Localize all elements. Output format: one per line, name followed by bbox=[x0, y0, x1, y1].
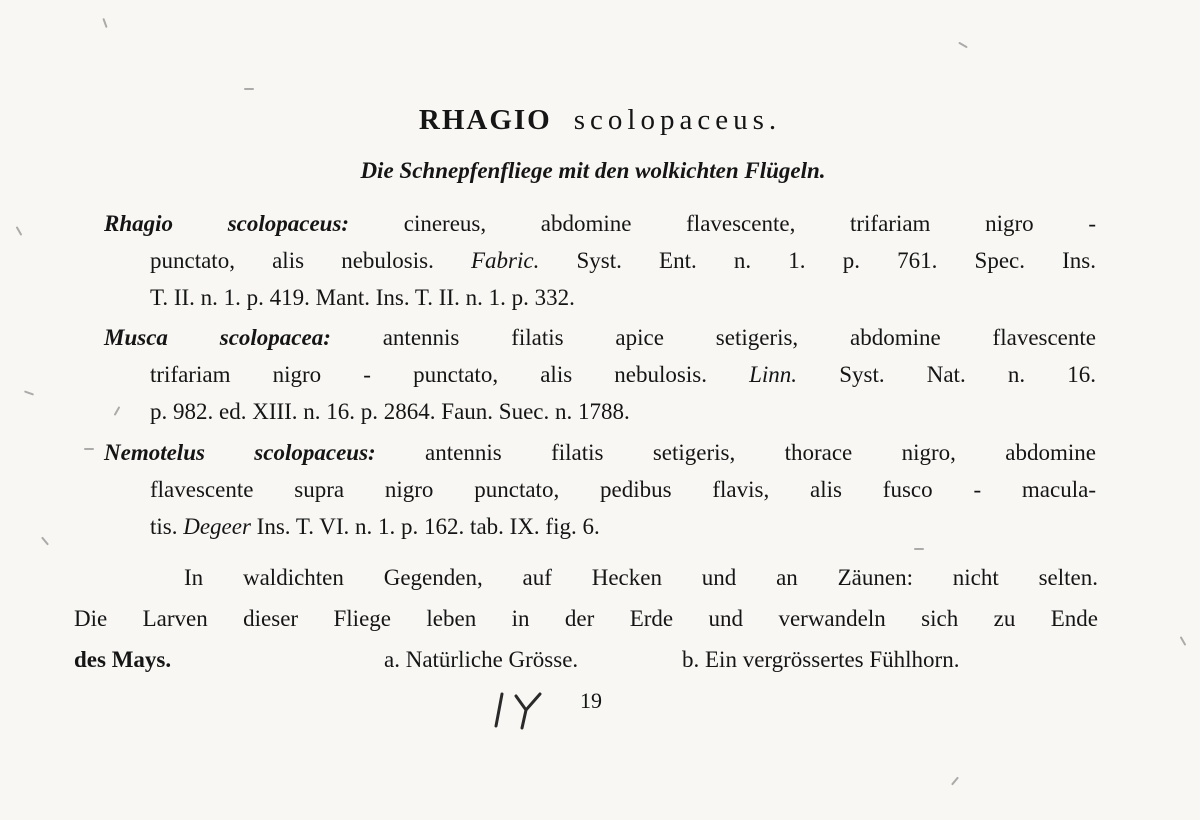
paper-speck bbox=[16, 226, 23, 236]
synonym-line bbox=[104, 356, 1096, 393]
synonym-name: Musca scolopacea: bbox=[104, 325, 331, 350]
synonym-text: Syst. Nat. n. 16. bbox=[797, 362, 1096, 387]
synonym-text: T. II. n. 1. p. 419. Mant. Ins. T. II. n. 1. p. 332. bbox=[150, 285, 575, 310]
synonym-line bbox=[104, 434, 1096, 471]
synonym-text: p. 982. ed. XIII. n. 16. p. 2864. Faun. Suec. n. 1788. bbox=[150, 399, 630, 424]
handwritten-mark-icon bbox=[492, 690, 554, 730]
synonym-text: cinereus, abdomine flavescente, trifariam nigro - bbox=[349, 211, 1096, 236]
synonym-line bbox=[104, 279, 1096, 316]
synonym-text: antennis filatis apice setigeris, abdomine flavescente bbox=[330, 325, 1096, 350]
synonym-name: Nemotelus scolopaceus: bbox=[104, 440, 376, 465]
paper-speck bbox=[84, 448, 94, 450]
synonym-text: tis. bbox=[150, 514, 184, 539]
figure-caption-b: b. Ein vergrössertes Fühlhorn. bbox=[682, 647, 960, 672]
synonym-text: Ins. T. VI. n. 1. p. 162. tab. IX. fig. 6. bbox=[250, 514, 600, 539]
title-species: scolopaceus. bbox=[573, 104, 782, 136]
paper-speck bbox=[958, 42, 968, 49]
figure-caption-a: a. Natürliche Grösse. bbox=[384, 647, 579, 672]
synonym-reference-author: Fabric. bbox=[471, 248, 540, 273]
page-subtitle: Die Schnepfenfliege mit den wolkichten Flügeln. bbox=[360, 158, 826, 183]
paragraph-line: In waldichten Gegenden, auf Hecken und an Zäunen: nicht selten. bbox=[184, 565, 1098, 590]
paper-speck bbox=[951, 777, 959, 786]
synonym-entry-nemotelus bbox=[104, 434, 1096, 545]
synonym-text: antennis filatis setigeris, thorace nigro, abdomine bbox=[375, 440, 1096, 465]
paragraph-text: des Mays. bbox=[74, 647, 172, 672]
paper-speck bbox=[244, 88, 254, 90]
paragraph-line bbox=[74, 639, 1098, 680]
synonym-entry-musca bbox=[104, 319, 1096, 430]
synonym-entry-rhagio bbox=[104, 205, 1096, 316]
paper-speck bbox=[41, 537, 49, 546]
synonym-text: trifariam nigro - punctato, alis nebulosis. bbox=[150, 362, 750, 387]
paper-speck bbox=[914, 548, 924, 550]
paper-speck bbox=[24, 390, 34, 395]
synonym-text: punctato, alis nebulosis. bbox=[150, 248, 471, 273]
synonym-line bbox=[104, 508, 1096, 545]
synonym-line bbox=[104, 205, 1096, 242]
synonym-line bbox=[104, 471, 1096, 508]
page-number: 19 bbox=[580, 688, 602, 713]
synonym-line bbox=[104, 319, 1096, 356]
synonym-text: flavescente supra nigro punctato, pedibus flavis, alis fusco - macula- bbox=[150, 477, 1096, 502]
synonym-reference-author: Degeer bbox=[183, 514, 251, 539]
paper-speck bbox=[1180, 636, 1187, 646]
title-genus: RHAGIO bbox=[418, 104, 552, 136]
synonym-reference-author: Linn. bbox=[749, 362, 798, 387]
paper-speck bbox=[102, 18, 107, 28]
synonym-text: Syst. Ent. n. 1. p. 761. Spec. Ins. bbox=[539, 248, 1096, 273]
habitat-paragraph bbox=[74, 557, 1098, 680]
synonym-line bbox=[104, 242, 1096, 279]
synonym-line bbox=[104, 393, 1096, 430]
page-title bbox=[0, 104, 1200, 137]
synonym-name: Rhagio scolopaceus: bbox=[104, 211, 350, 236]
paragraph-line: Die Larven dieser Fliege leben in der Erde und verwandeln sich zu Ende bbox=[74, 606, 1098, 631]
